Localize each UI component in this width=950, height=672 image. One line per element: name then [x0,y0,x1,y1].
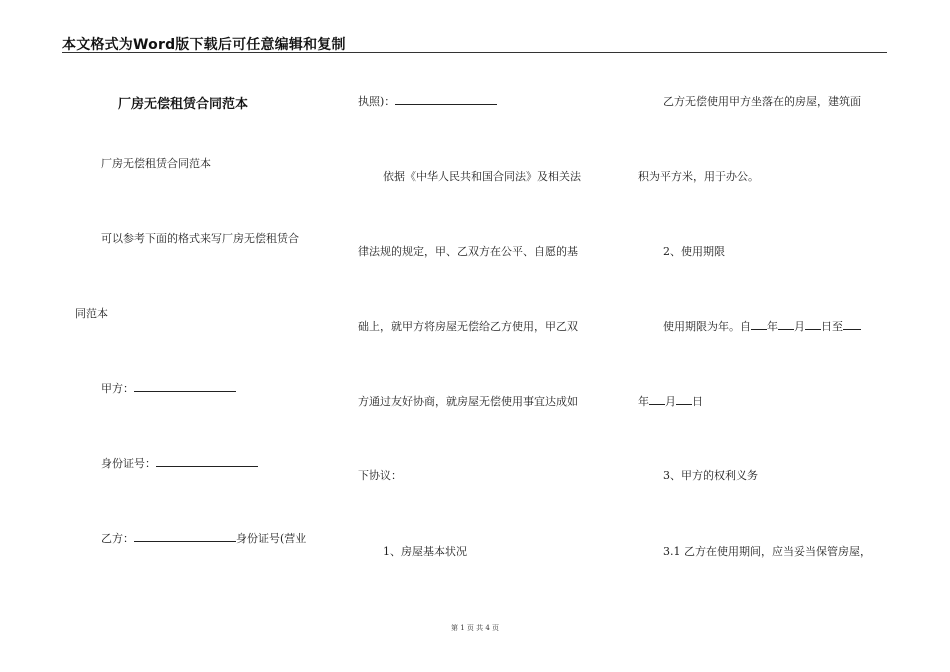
clause-3-1: 3.1 乙方在使用期间，应当妥当保管房屋， [663,545,871,558]
section-1-heading: 1、房屋基本状况 [383,545,467,558]
day-to-label: 日至 [821,320,843,333]
document-header: 本文格式为Word版下载后可任意编辑和复制 [62,37,346,53]
business-license-line [358,93,497,109]
preamble-line-5: 下协议： [358,469,402,482]
end-year-blank [843,319,861,330]
term-text: 使用期限为年。自 [663,320,751,333]
header-rule [62,52,887,53]
party-b-label: 乙方： [101,532,134,545]
end-day-label: 日 [692,395,703,408]
preamble-line-2: 律法规的规定，甲、乙双方在公平、自愿的基 [358,245,578,258]
term-line-1 [663,318,861,334]
end-day-blank [676,394,692,405]
party-a-label: 甲方： [101,382,134,395]
end-month-blank [649,394,665,405]
term-line-2 [638,393,703,409]
business-license-label: 执照)： [358,95,396,108]
id-number-label: 身份证号： [101,457,156,470]
paragraph-intro-cont: 同范本 [75,307,108,320]
party-b-tail: 身份证号(营业 [236,532,307,545]
business-license-blank [395,94,497,105]
month-label: 月 [794,320,805,333]
preamble-line-4: 方通过友好协商，就房屋无偿使用事宜达成如 [358,395,578,408]
document-title: 厂房无偿租赁合同范本 [118,97,249,112]
property-line-1: 乙方无偿使用甲方坐落在的房屋，建筑面 [663,95,861,108]
paragraph-intro: 可以参考下面的格式来写厂房无偿租赁合 [101,232,299,245]
start-day-blank [805,319,821,330]
party-a-blank [134,381,236,392]
page-number: 第 1 页 共 4 页 [450,624,500,632]
preamble-line-1: 依据《中华人民共和国合同法》及相关法 [383,170,581,183]
party-a-line [101,380,236,396]
section-3-heading: 3、甲方的权利义务 [663,469,758,482]
party-b-blank [134,531,236,542]
section-2-heading: 2、使用期限 [663,245,725,258]
preamble-line-3: 础上，就甲方将房屋无偿给乙方使用，甲乙双 [358,320,578,333]
party-b-line [101,530,306,546]
paragraph-title-repeat: 厂房无偿租赁合同范本 [101,157,211,170]
start-month-blank [778,319,794,330]
start-year-blank [751,319,767,330]
year-label: 年 [767,320,778,333]
end-year-label: 年 [638,395,649,408]
id-number-line [101,455,258,471]
end-month-label: 月 [665,395,676,408]
id-number-blank [156,456,258,467]
property-line-2: 积为平方米，用于办公。 [638,170,759,183]
